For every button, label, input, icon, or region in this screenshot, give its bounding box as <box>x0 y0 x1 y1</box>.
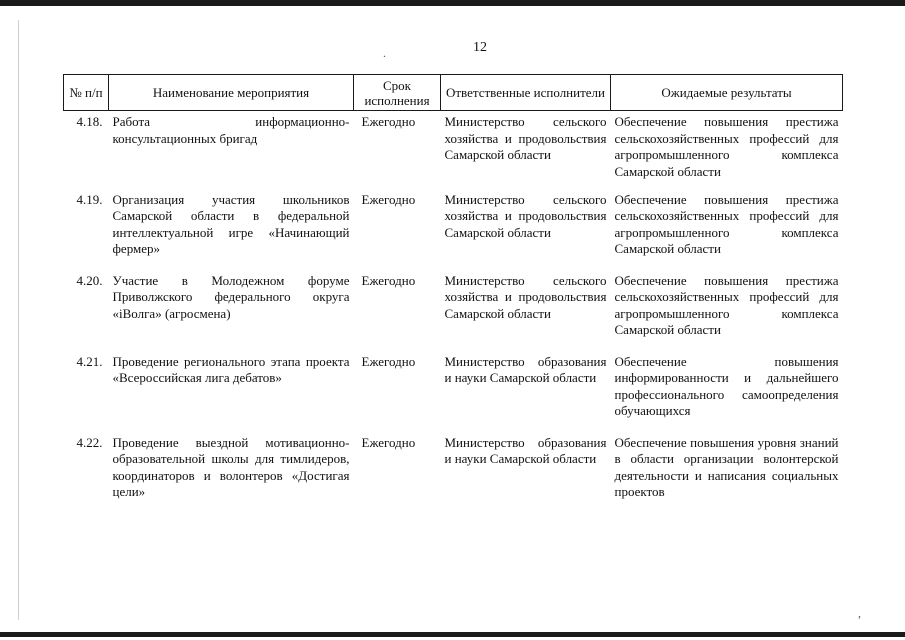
scan-speck: , <box>858 606 861 620</box>
header-number: № п/п <box>64 75 109 111</box>
table-row <box>64 435 843 516</box>
deadline: Ежегодно <box>361 191 416 207</box>
measure-name: Участие в Молодежном форуме Приволжского федерального округа «iВолга» (агросмена) <box>112 272 350 321</box>
responsible: Министерство сельского хозяйства и продовольствия Самарской области <box>444 191 607 240</box>
measure-name: Проведение выездной мотивационно-образовательной школы для тимлидеров, координаторов и волонтеров «Достигая цели» <box>112 434 350 499</box>
row-number: 4.21. <box>76 353 103 369</box>
responsible: Министерство образования и науки Самарской области <box>444 434 607 466</box>
deadline: Ежегодно <box>361 434 416 450</box>
expected-result: Обеспечение повышения престижа сельскохозяйственных профессий для агропромышленного комплекса Самарской области <box>614 191 839 256</box>
deadline: Ежегодно <box>361 114 416 129</box>
measure-name: Проведение регионального этапа проекта «Всероссийская лига дебатов» <box>112 353 350 385</box>
deadline: Ежегодно <box>361 272 416 288</box>
expected-result: Обеспечение повышения информированности и дальнейшего профессионального самоопределения обучающихся <box>614 353 839 418</box>
scan-bottom-border <box>0 632 905 637</box>
table-row <box>64 273 843 354</box>
table-row <box>64 192 843 273</box>
table-header-row <box>64 75 843 111</box>
deadline: Ежегодно <box>361 353 416 369</box>
responsible: Министерство сельского хозяйства и продовольствия Самарской области <box>444 114 607 162</box>
expected-result: Обеспечение повышения престижа сельскохозяйственных профессий для агропромышленного комплекса Самарской области <box>614 114 839 179</box>
header-measure-name: Наименование мероприятия <box>109 75 354 111</box>
table-row <box>64 354 843 435</box>
row-number: 4.20. <box>76 272 103 288</box>
expected-result: Обеспечение повышения уровня знаний в области организации волонтерской деятельности и написания социальных проектов <box>614 434 839 499</box>
page-number: 12 <box>473 40 487 55</box>
responsible: Министерство сельского хозяйства и продовольствия Самарской области <box>444 272 607 321</box>
scan-top-border <box>0 0 905 6</box>
header-expected-results: Ожидаемые результаты <box>611 75 843 111</box>
scan-left-edge <box>18 20 19 620</box>
scan-speck: . <box>383 46 386 60</box>
measure-name: Организация участия школьников Самарской области в федеральной интеллектуальной игре «Начинающий фермер» <box>112 191 350 256</box>
measure-name: Работа информационно-консультационных бригад <box>112 114 350 146</box>
row-number: 4.18. <box>76 114 103 129</box>
header-deadline: Срок исполнения <box>354 75 441 111</box>
row-number: 4.19. <box>76 191 103 207</box>
expected-result: Обеспечение повышения престижа сельскохозяйственных профессий для агропромышленного комплекса Самарской области <box>614 272 839 337</box>
row-number: 4.22. <box>76 434 103 450</box>
responsible: Министерство образования и науки Самарской области <box>444 353 607 385</box>
header-responsible: Ответственные исполнители <box>441 75 611 111</box>
table-row <box>64 111 843 192</box>
measures-table <box>63 74 843 516</box>
